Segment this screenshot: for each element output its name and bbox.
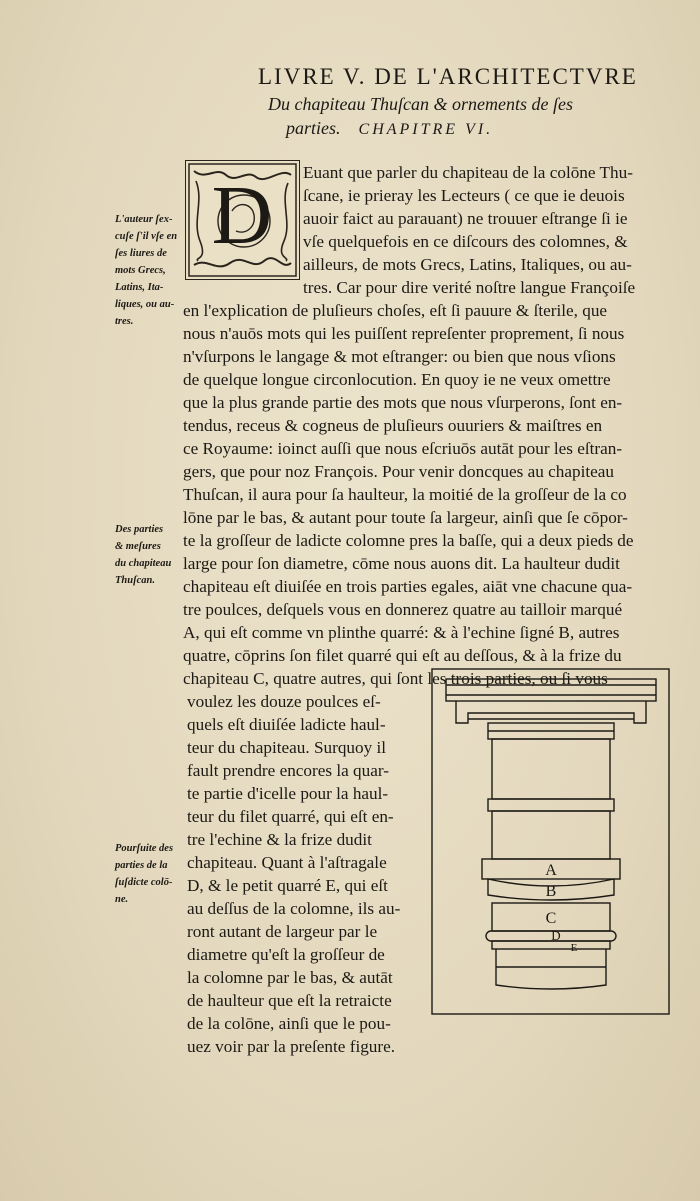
abacus-top xyxy=(446,679,656,701)
initial-letter: D xyxy=(211,169,273,262)
text-line: teur du chapiteau. Surquoy il xyxy=(187,738,387,757)
upper-shaft xyxy=(492,739,610,799)
label-a: A xyxy=(545,862,557,879)
margin-note-line: Thuſcan. xyxy=(115,575,155,586)
text-line: chapiteau. Quant à l'aſtragale xyxy=(187,853,387,872)
text-line: chapiteau eſt diuiſée en trois parties egales, aiāt vne chacune qua- xyxy=(183,577,633,596)
margin-note-line: du chapiteau xyxy=(115,558,172,569)
margin-note-line: ne. xyxy=(115,894,129,905)
margin-note-line: parties de la xyxy=(115,860,168,871)
margin-note-line: Latins, Ita- xyxy=(115,282,164,293)
initial-ornament-icon xyxy=(186,161,299,279)
text-line: en l'explication de pluſieurs choſes, eſt ſi pauure & ſterile, que xyxy=(183,301,608,320)
text-line: quels eſt diuiſée ladicte haul- xyxy=(187,715,386,734)
text-line: lōne par le bas, & autant pour toute ſa largeur, ainſi que ſe cōpor- xyxy=(183,508,628,527)
text-line: ſcane, ie prieray les Lecteurs ( ce que ie deuois xyxy=(303,186,625,205)
text-line: ront autant de largeur par le xyxy=(187,922,378,941)
text-line: de quelque longue circonlocution. En quoy ie ne veux omettre xyxy=(183,370,611,389)
chapter-title-text: parties. xyxy=(286,118,341,138)
text-line: large pour ſon diametre, cōme nous auons dit. La haulteur dudit xyxy=(183,554,620,573)
text-line: tre poulces, deſquels vous en donnerez quatre au tailloir marqué xyxy=(183,600,623,619)
margin-note-line: tres. xyxy=(115,316,134,327)
margin-note-line: L'auteur ſex- xyxy=(115,214,173,225)
text-line: quatre, cōprins ſon filet quarré qui eſt au deſſous, & à la frize du xyxy=(183,646,622,665)
text-line: au deſſus de la colomne, ils au- xyxy=(187,899,401,918)
capital-drawing xyxy=(430,667,671,1016)
text-line: te la groſſeur de ladicte colomne pres la baſſe, qui a deux pieds de xyxy=(183,531,634,550)
text-line: teur du filet quarré, qui eſt en- xyxy=(187,807,394,826)
text-line: gers, que pour noz François. Pour venir doncques au chapiteau xyxy=(183,462,614,481)
text-line: que la plus grande partie des mots que nous vſurperons, ſont en- xyxy=(183,393,623,412)
running-header: LIVRE V. DE L'ARCHITECTVRE xyxy=(258,64,638,89)
text-line: nous n'auōs mots qui les puiſſent repreſenter proprement, ſi nous xyxy=(183,324,625,343)
text-line: tendus, receus & cogneus de pluſieurs ouuriers & maiſtres en xyxy=(183,416,603,435)
text-line: la colomne par le bas, & autāt xyxy=(187,968,393,987)
middle-shaft xyxy=(492,811,610,859)
margin-note-line: mots Grecs, xyxy=(115,265,166,276)
margin-note-line: ſes liures de xyxy=(115,248,167,259)
text-line: tre l'echine & la frize dudit xyxy=(187,830,372,849)
text-line: ailleurs, de mots Grecs, Latins, Italiques, ou au- xyxy=(303,255,632,274)
text-line: te partie d'icelle pour la haul- xyxy=(187,784,389,803)
text-line: fault prendre encores la quar- xyxy=(187,761,389,780)
margin-note-line: & meſures xyxy=(115,541,161,552)
margin-note-line: Pourſuite des xyxy=(115,843,174,854)
text-line: de haulteur que eſt la retraicte xyxy=(187,991,392,1010)
shaft-ring xyxy=(488,799,614,811)
text-line: vſe quelquefois en ce diſcours des colomnes, & xyxy=(303,232,628,251)
label-e: E xyxy=(570,942,578,954)
margin-note-line: liques, ou au- xyxy=(115,299,175,310)
text-line: voulez les douze poulces eſ- xyxy=(187,692,381,711)
margin-note-line: cuſe ſ'il vſe en xyxy=(115,231,178,242)
text-line: Euant que parler du chapiteau de la colōne Thu- xyxy=(303,163,633,182)
text-line: Thuſcan, il aura pour ſa haulteur, la moitié de la groſſeur de la co xyxy=(183,485,627,504)
text-line: D, & le petit quarré E, qui eſt xyxy=(187,876,388,895)
text-line: ce Royaume: ioinct auſſi que nous eſcriuōs autāt pour les eſtran- xyxy=(183,439,623,458)
margin-note-line: Des parties xyxy=(115,524,164,535)
tuscan-capital-figure xyxy=(430,667,671,1016)
text-line: tres. Car pour dire verité noſtre langue Françoiſe xyxy=(303,278,636,297)
chapter-label: CHAPITRE VI. xyxy=(358,121,494,138)
label-d: D xyxy=(551,928,561,943)
chapter-title-line2 xyxy=(286,118,493,139)
text-line: de la colōne, ainſi que le pou- xyxy=(187,1014,391,1033)
margin-note-line: ſuſdicte colō- xyxy=(115,877,173,888)
text-line: A, qui eſt comme vn plinthe quarré: & à l'echine ſigné B, autres xyxy=(183,623,620,642)
text-line: n'vſurpons le langage & mot eſtranger: ou bien que nous vſions xyxy=(183,347,616,366)
text-line: diametre qu'eſt la groſſeur de xyxy=(187,945,385,964)
label-c: C xyxy=(545,910,557,927)
decorated-initial xyxy=(185,160,300,280)
text-line: chapiteau C, quatre autres, qui ſont les trois parties, ou ſi vous xyxy=(183,669,608,688)
text-line: auoir faict au parauant) ne trouuer eſtrange ſi ie xyxy=(303,209,628,228)
lower-shaft xyxy=(496,949,606,989)
dentil-band xyxy=(456,701,646,723)
label-b: B xyxy=(545,883,557,900)
chapter-title-line1: Du chapiteau Thuſcan & ornements de ſes xyxy=(268,94,573,114)
text-line: uez voir par la preſente figure. xyxy=(187,1037,396,1056)
